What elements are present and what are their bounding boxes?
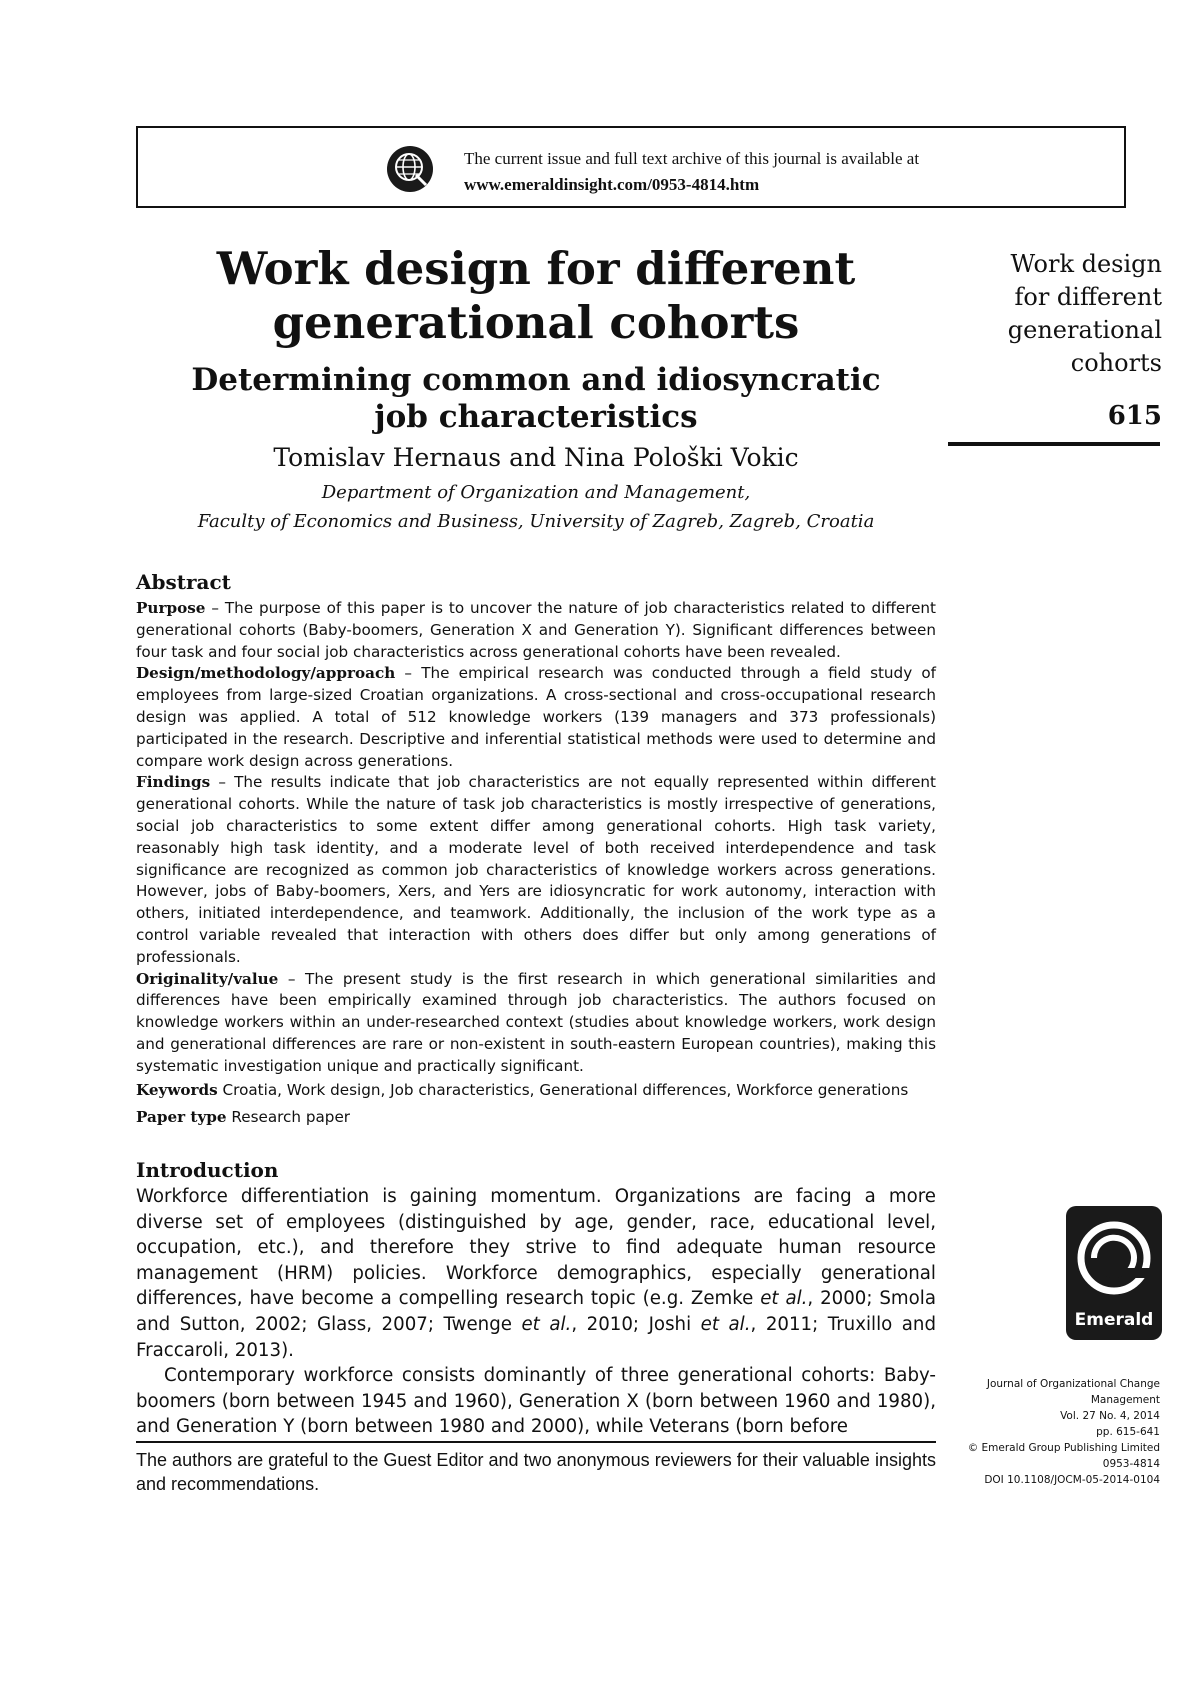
- journal-citation-info: [946, 1376, 1160, 1488]
- abstract-keywords: [136, 1080, 936, 1102]
- introduction-section: [136, 1156, 936, 1440]
- keywords-label: Keywords: [136, 1080, 218, 1099]
- design-label: Design/methodology/approach: [136, 664, 396, 683]
- author-affiliation: [136, 478, 936, 536]
- article-title-line: generational cohorts: [272, 296, 800, 349]
- affiliation-line: Faculty of Economics and Business, University of Zagreb, Zagreb, Croatia: [197, 511, 875, 532]
- abstract-heading: Abstract: [136, 570, 231, 594]
- running-head-line: Work design: [1010, 250, 1162, 278]
- acknowledgement-footnote: The authors are grateful to the Guest Editor and two anonymous reviewers for their valuable insights and recommendations.: [136, 1450, 936, 1494]
- intro-paragraph-1: [136, 1184, 936, 1363]
- article-title-line: Work design for different: [216, 242, 856, 295]
- page-number: 615: [1107, 401, 1162, 431]
- intro-text: , 2011; Truxillo and Fraccaroli, 2013).: [136, 1313, 936, 1361]
- journal-copyright: © Emerald Group Publishing Limited: [967, 1442, 1160, 1454]
- findings-label: Findings: [136, 773, 211, 792]
- article-subtitle-line: job characteristics: [374, 399, 698, 435]
- intro-text: , 2010; Joshi: [571, 1313, 701, 1335]
- intro-paragraph-2: Contemporary workforce consists dominantly of three generational cohorts: Baby-boomers (born between 1945 and 1960), Generation X (born between 1960 and 1980), and Generation Y (born between 1980 and 2000), while Veterans (born before: [136, 1365, 936, 1438]
- running-head-line: generational: [1007, 316, 1162, 344]
- author-names: Tomislav Hernaus and Nina Pološki Vokic: [273, 443, 799, 472]
- citation-et-al: et al.: [700, 1313, 751, 1335]
- journal-issn: 0953-4814: [1102, 1458, 1160, 1470]
- footnote-divider: [136, 1441, 936, 1443]
- article-subtitle: [136, 362, 936, 436]
- citation-et-al: et al.: [760, 1288, 808, 1310]
- abstract-purpose: [136, 598, 936, 663]
- journal-pages: pp. 615-641: [1096, 1426, 1160, 1438]
- purpose-label: Purpose: [136, 599, 206, 617]
- article-subtitle-line: Determining common and idiosyncratic: [191, 362, 881, 398]
- emerald-swirl-icon: [1066, 1210, 1162, 1310]
- globe-icon: [386, 145, 434, 193]
- intro-text: Workforce differentiation is gaining momentum. Organizations are facing a more diverse set of employees (distinguished by age, gender, race, educational level, occupation, etc.), and therefore they strive to find adequate human resource management (HRM) policies. Workforce demographics, especially generational differences, have become a compelling research topic (e.g. Zemke: [136, 1186, 936, 1310]
- paper-type-label: Paper type: [136, 1108, 227, 1127]
- citation-et-al: et al.: [521, 1313, 572, 1335]
- originality-label: Originality/value: [136, 969, 279, 988]
- design-text: – The empirical research was conducted through a field study of employees from large-sized Croatian organizations. A cross-sectional and cross-occupational research design was applied. A total of 512 knowledge workers (139 managers and 373 professionals) participated in the research. Descriptive and inferential statistical methods were used to determine and compare work design across generations.: [136, 664, 936, 770]
- abstract-section: [136, 568, 936, 1129]
- abstract-originality: [136, 969, 936, 1078]
- emerald-wordmark: Emerald: [1074, 1310, 1154, 1330]
- journal-name: Journal of Organizational Change: [986, 1378, 1160, 1390]
- margin-divider: [948, 442, 1160, 446]
- findings-text: – The results indicate that job characteristics are not equally represented within different generational cohorts. While the nature of task job characteristics is mostly irrespective of generations, social job characteristics to some extent differ among generational cohorts. High task variety, reasonably high task identity, and a moderate level of both received interdependence and task significance are recognized as common job characteristics of knowledge workers across generations. However, jobs of Baby-boomers, Xers, and Yers are idiosyncratic for work autonomy, interaction with others, initiated interdependence, and teamwork. Additionally, the inclusion of the work type as a control variable revealed that interaction with others does differ but only among generations of professionals.: [136, 773, 936, 966]
- abstract-findings: [136, 772, 936, 968]
- journal-volume: Vol. 27 No. 4, 2014: [1060, 1410, 1160, 1422]
- keywords-text: Croatia, Work design, Job characteristics, Generational differences, Workforce generations: [217, 1080, 909, 1099]
- originality-text: – The present study is the first research in which generational similarities and differences have been empirically examined through job characteristics. The authors focused on knowledge workers within an under-researched context (studies about knowledge workers, work design and generational differences are rare or non-existent in south-eastern European countries), making this systematic investigation unique and practically significant.: [136, 969, 936, 1075]
- purpose-text: – The purpose of this paper is to uncover the nature of job characteristics related to different generational cohorts (Baby-boomers, Generation X and Generation Y). Significant differences between four task and four social job characteristics across generational cohorts have been revealed.: [136, 599, 936, 661]
- journal-availability-box: [136, 126, 1126, 208]
- running-head: [946, 248, 1162, 380]
- abstract-paper-type: [136, 1107, 936, 1129]
- availability-notice: The current issue and full text archive of this journal is available at: [464, 149, 920, 168]
- article-title: [136, 242, 936, 350]
- emerald-logo: [1066, 1206, 1162, 1340]
- paper-type-text: Research paper: [226, 1108, 351, 1127]
- journal-url-link[interactable]: www.emeraldinsight.com/0953-4814.htm: [464, 175, 760, 194]
- affiliation-line: Department of Organization and Management,: [321, 482, 751, 503]
- journal-name-cont: Management: [1090, 1394, 1160, 1406]
- running-head-line: cohorts: [1070, 349, 1162, 377]
- introduction-heading: Introduction: [136, 1158, 279, 1182]
- running-head-line: for different: [1014, 283, 1162, 311]
- journal-doi: DOI 10.1108/JOCM-05-2014-0104: [984, 1474, 1160, 1486]
- intro-text: , 2000; Smola and Sutton, 2002; Glass, 2007; Twenge: [136, 1288, 936, 1335]
- abstract-design: [136, 663, 936, 772]
